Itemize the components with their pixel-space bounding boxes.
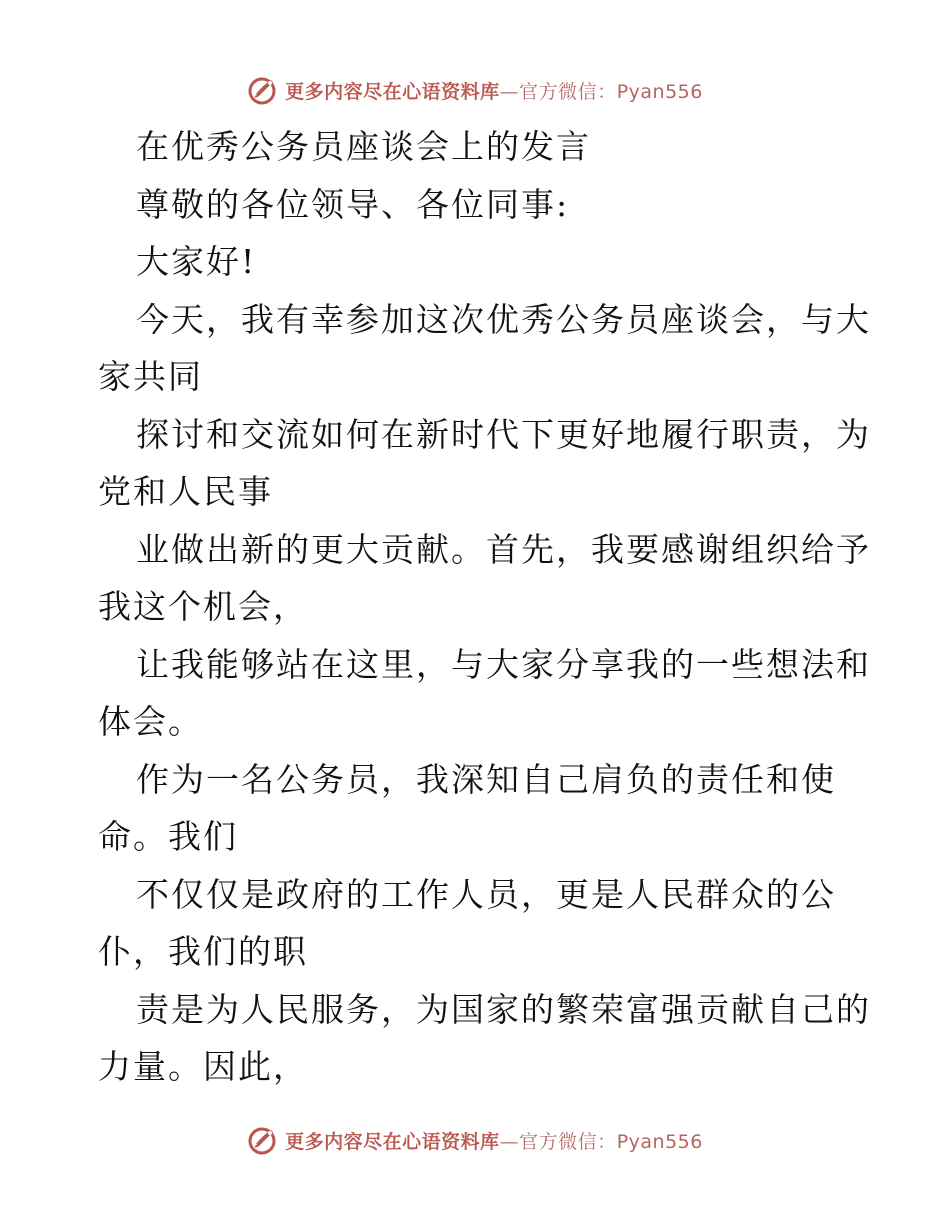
text-line: 尊敬的各位领导、各位同事:	[136, 184, 570, 224]
text-line: 让我能够站在这里，与大家分享我的一些想法和	[136, 644, 871, 684]
text-line: 大家好!	[136, 242, 257, 281]
text-line: 党和人民事	[98, 472, 273, 511]
text-line: 不仅仅是政府的工作人员，更是人民群众的公	[136, 874, 836, 914]
watermark-handle: Pyan556	[616, 1130, 703, 1153]
watermark-brand: 更多内容尽在心语资料库	[285, 1130, 500, 1153]
text-line: 我这个机会，	[98, 587, 308, 626]
watermark-contact-label: 官方微信：	[519, 80, 617, 103]
text-line: 在优秀公务员座谈会上的发言	[136, 127, 591, 166]
watermark-brand: 更多内容尽在心语资料库	[285, 80, 500, 103]
text-line: 体会。	[98, 702, 203, 741]
watermark-text	[285, 77, 703, 104]
watermark-separator: —	[499, 1130, 520, 1153]
watermark-contact-label: 官方微信：	[519, 1130, 617, 1153]
text-line: 力量。因此，	[98, 1047, 308, 1086]
text-line: 命。我们	[98, 817, 238, 856]
document-body	[98, 118, 871, 1096]
text-line: 责是为人民服务，为国家的繁荣富强贡献自己的	[136, 989, 871, 1029]
text-line: 探讨和交流如何在新时代下更好地履行职责，为	[136, 414, 871, 454]
watermark-handle: Pyan556	[616, 80, 703, 103]
text-line: 家共同	[98, 357, 203, 396]
text-line: 今天，我有幸参加这次优秀公务员座谈会，与大	[136, 299, 871, 339]
text-line: 仆，我们的职	[98, 932, 308, 971]
watermark-text	[285, 1127, 703, 1154]
book-quill-logo-icon	[247, 1124, 279, 1156]
book-quill-logo-icon	[247, 74, 279, 106]
text-line: 业做出新的更大贡献。首先，我要感谢组织给予	[136, 529, 871, 569]
watermark-separator: —	[499, 80, 520, 103]
header-watermark	[0, 70, 950, 110]
text-line: 作为一名公务员，我深知自己肩负的责任和使	[136, 759, 836, 799]
footer-watermark	[0, 1120, 950, 1160]
